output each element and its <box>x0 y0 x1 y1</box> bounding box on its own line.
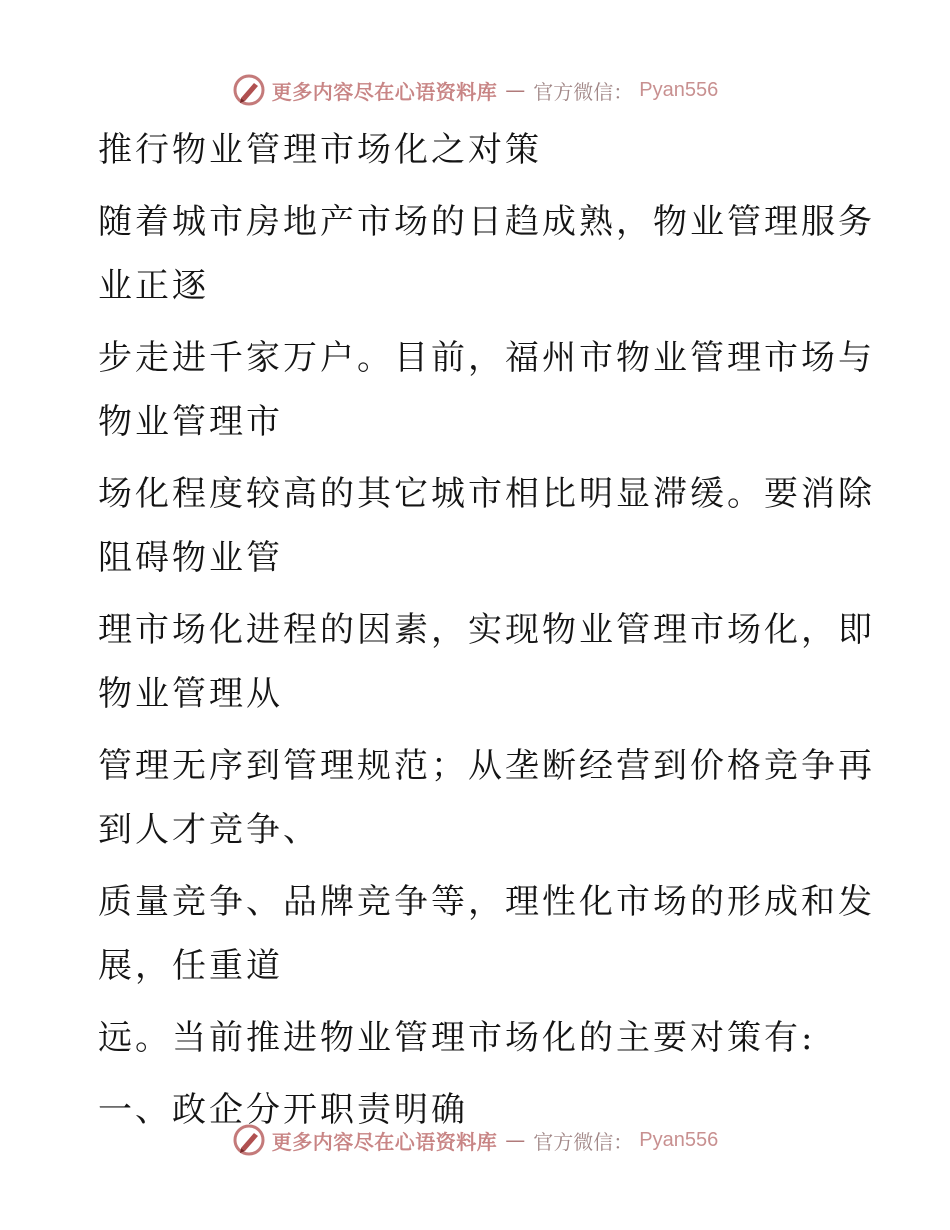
footer-watermark <box>0 1120 950 1160</box>
watermark-separator: — <box>505 78 526 102</box>
paragraph-line: 业正逐 <box>98 266 209 306</box>
header-watermark <box>0 70 950 110</box>
paragraph-line: 步走进千家万户。目前，福州市物业管理市场与 <box>98 338 875 378</box>
paragraph-line: 质量竞争、品牌竞争等，理性化市场的形成和发 <box>98 882 875 922</box>
watermark-wechat-label: 官方微信： <box>533 1129 634 1154</box>
paragraph-line: 场化程度较高的其它城市相比明显滞缓。要消除 <box>98 474 875 514</box>
watermark-wechat-handle: Pyan556 <box>639 1128 719 1151</box>
paragraph-line: 物业管理市 <box>98 402 283 442</box>
watermark-separator: — <box>505 1128 526 1152</box>
watermark-wechat-handle: Pyan556 <box>639 78 719 101</box>
watermark-site-text: 更多内容尽在心语资料库 <box>271 1129 498 1154</box>
paragraph-line: 远。当前推进物业管理市场化的主要对策有: <box>98 1018 816 1058</box>
document-title: 推行物业管理市场化之对策 <box>98 130 542 170</box>
watermark-site-text: 更多内容尽在心语资料库 <box>271 79 498 104</box>
paragraph-line: 管理无序到管理规范；从垄断经营到价格竞争再 <box>98 746 875 786</box>
paragraph-line: 到人才竞争、 <box>98 810 320 850</box>
paragraph-line: 物业管理从 <box>98 674 283 714</box>
document-body <box>98 118 875 1142</box>
paragraph-line: 理市场化进程的因素，实现物业管理市场化，即 <box>98 610 875 650</box>
section-heading: 一、政企分开职责明确 <box>98 1090 468 1130</box>
pen-logo-icon <box>232 73 266 107</box>
paragraph-line: 随着城市房地产市场的日趋成熟，物业管理服务 <box>98 202 875 242</box>
paragraph-line: 阻碍物业管 <box>98 538 283 578</box>
watermark-wechat-label: 官方微信： <box>533 79 634 104</box>
paragraph-line: 展，任重道 <box>98 946 283 986</box>
pen-logo-icon <box>232 1123 266 1157</box>
